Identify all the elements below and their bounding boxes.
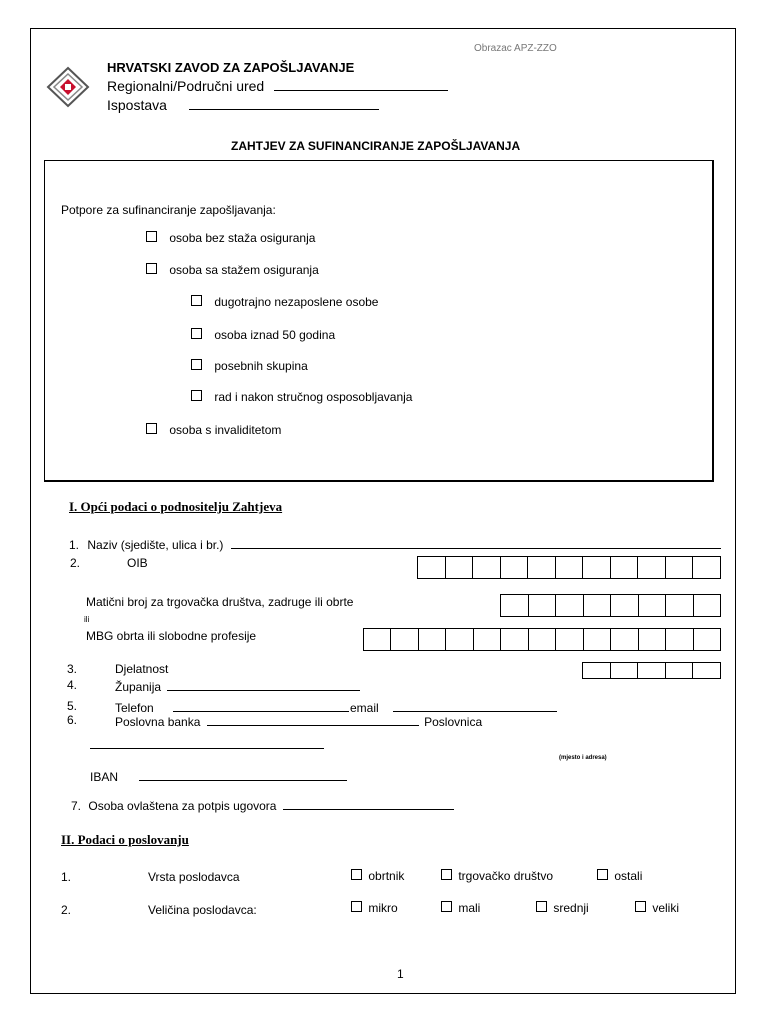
support-option-1[interactable] xyxy=(146,263,319,277)
naziv-field[interactable] xyxy=(231,536,721,549)
maticni-input-grid[interactable] xyxy=(500,594,721,617)
velicina-option-srednji[interactable] xyxy=(536,901,589,915)
support-option-label: osoba iznad 50 godina xyxy=(214,328,336,342)
poslovnica-field[interactable] xyxy=(90,736,324,749)
mbg-label: MBG obrta ili slobodne profesije xyxy=(86,629,257,643)
email-label: email xyxy=(350,701,379,715)
naziv-label: Naziv (sjedište, ulica i br.) xyxy=(87,538,224,552)
vrsta-label: Vrsta poslodavca xyxy=(148,870,240,884)
iban-field[interactable] xyxy=(139,768,347,781)
section1-title: I. Opći podaci o podnositelju Zahtjeva xyxy=(69,499,283,514)
support-option-label: osoba s invaliditetom xyxy=(169,423,282,437)
form-title: ZAHTJEV ZA SUFINANCIRANJE ZAPOŠLJAVANJA xyxy=(231,139,521,153)
checkbox[interactable] xyxy=(536,901,547,912)
velicina-num: 2. xyxy=(61,903,72,917)
checkbox[interactable] xyxy=(146,423,157,434)
support-option-label: osoba sa stažem osiguranja xyxy=(169,263,319,277)
banka-row xyxy=(115,713,482,729)
checkbox[interactable] xyxy=(146,231,157,242)
velicina-option-veliki[interactable] xyxy=(635,901,679,915)
hzz-logo xyxy=(46,66,90,108)
regional-office-field[interactable] xyxy=(274,78,448,91)
vrsta-option-trgovacko-drustvo[interactable] xyxy=(441,869,553,883)
velicina-option-mikro[interactable] xyxy=(351,901,398,915)
velicina-option-label: veliki xyxy=(652,901,680,915)
page-number: 1 xyxy=(397,967,404,981)
support-option-label: posebnih skupina xyxy=(214,359,308,373)
support-option-2[interactable] xyxy=(191,295,378,309)
vrsta-num: 1. xyxy=(61,870,72,884)
checkbox[interactable] xyxy=(191,359,202,370)
checkbox[interactable] xyxy=(191,295,202,306)
poslovnica-label: Poslovnica xyxy=(424,715,483,729)
branch-row xyxy=(107,97,379,113)
regional-office-label: Regionalni/Područni ured xyxy=(107,78,265,94)
vrsta-option-label: ostali xyxy=(614,869,643,883)
checkbox[interactable] xyxy=(351,869,362,880)
ili-label: ili xyxy=(84,615,90,624)
checkbox[interactable] xyxy=(191,328,202,339)
support-option-6[interactable] xyxy=(146,423,281,437)
support-option-4[interactable] xyxy=(191,359,308,373)
checkbox[interactable] xyxy=(441,901,452,912)
velicina-label: Veličina poslodavca: xyxy=(148,903,257,917)
djelatnost-num: 3. xyxy=(67,662,78,676)
telefon-num: 5. xyxy=(67,699,78,713)
checkbox[interactable] xyxy=(146,263,157,274)
naziv-row xyxy=(69,536,721,552)
mjesto-note: (mjesto i adresa) xyxy=(559,755,607,761)
oib-input-grid[interactable] xyxy=(417,556,721,579)
zupanija-field[interactable] xyxy=(167,678,360,691)
velicina-option-label: mali xyxy=(458,901,481,915)
section2-title: II. Podaci o poslovanju xyxy=(61,832,189,847)
checkbox[interactable] xyxy=(635,901,646,912)
iban-label: IBAN xyxy=(90,770,119,784)
banka-label: Poslovna banka xyxy=(115,715,201,729)
telefon-field[interactable] xyxy=(173,699,349,712)
checkbox[interactable] xyxy=(351,901,362,912)
support-option-label: dugotrajno nezaposlene osobe xyxy=(214,295,379,309)
support-intro: Potpore za sufinanciranje zapošljavanja: xyxy=(61,203,276,217)
vrsta-option-ostali[interactable] xyxy=(597,869,642,883)
vrsta-option-obrtnik[interactable] xyxy=(351,869,404,883)
checkbox[interactable] xyxy=(441,869,452,880)
maticni-label: Matični broj za trgovačka društva, zadruge ili obrte xyxy=(86,595,354,609)
velicina-option-mali[interactable] xyxy=(441,901,480,915)
osoba-field[interactable] xyxy=(283,797,454,810)
banka-field[interactable] xyxy=(207,713,419,726)
zupanija-label: Županija xyxy=(115,680,162,694)
checkbox[interactable] xyxy=(597,869,608,880)
djelatnost-input-grid[interactable] xyxy=(582,662,721,679)
telefon-label: Telefon xyxy=(115,701,154,715)
djelatnost-label: Djelatnost xyxy=(115,662,169,676)
banka-num: 6. xyxy=(67,713,78,727)
vrsta-option-label: obrtnik xyxy=(368,869,405,883)
velicina-option-label: srednji xyxy=(553,901,589,915)
osoba-num: 7. xyxy=(71,799,82,813)
iban-row xyxy=(90,768,347,784)
osoba-row xyxy=(71,797,454,813)
mbg-input-grid[interactable] xyxy=(363,628,721,651)
support-option-5[interactable] xyxy=(191,390,412,404)
naziv-num: 1. xyxy=(69,538,80,552)
branch-label: Ispostava xyxy=(107,97,167,113)
oib-label: OIB xyxy=(127,556,148,570)
regional-office-row xyxy=(107,78,448,94)
support-option-label: rad i nakon stručnog osposobljavanja xyxy=(214,390,413,404)
checkbox[interactable] xyxy=(191,390,202,401)
support-option-0[interactable] xyxy=(146,231,315,245)
zupanija-row xyxy=(115,678,360,694)
institution-name: HRVATSKI ZAVOD ZA ZAPOŠLJAVANJE xyxy=(107,60,355,75)
oib-num: 2. xyxy=(70,556,81,570)
osoba-label: Osoba ovlaštena za potpis ugovora xyxy=(88,799,277,813)
branch-field[interactable] xyxy=(189,97,379,110)
email-field[interactable] xyxy=(393,699,557,712)
zupanija-num: 4. xyxy=(67,678,78,692)
support-option-label: osoba bez staža osiguranja xyxy=(169,231,316,245)
support-option-3[interactable] xyxy=(191,328,335,342)
vrsta-option-label: trgovačko društvo xyxy=(458,869,554,883)
velicina-option-label: mikro xyxy=(368,901,398,915)
form-code: Obrazac APZ-ZZO xyxy=(474,43,557,54)
